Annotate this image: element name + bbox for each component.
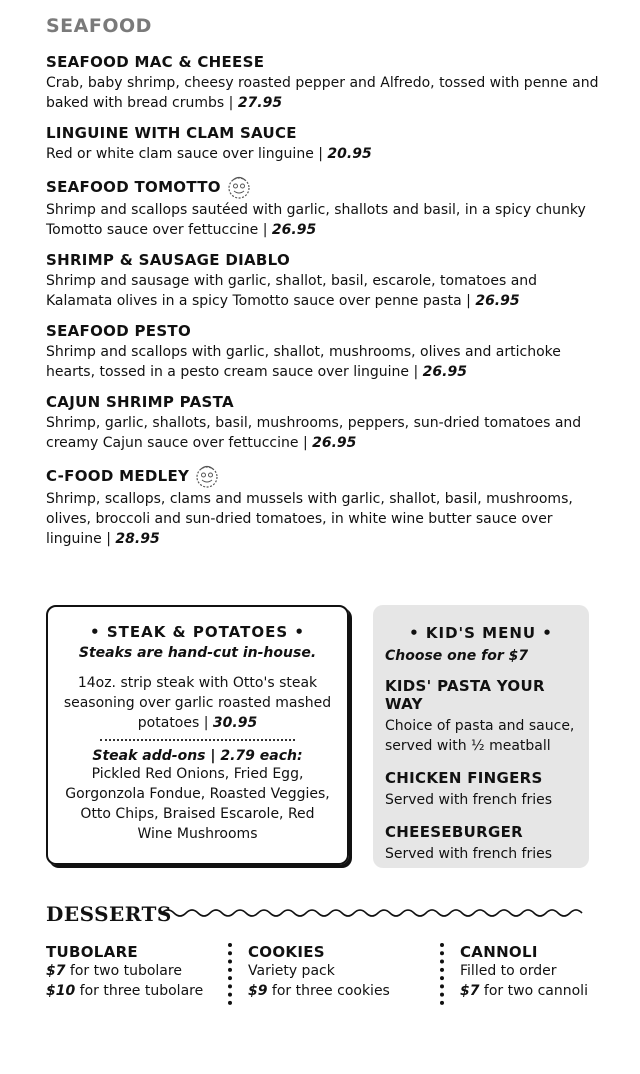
item-price: 28.95 xyxy=(115,531,160,547)
dessert-line: Variety pack xyxy=(248,963,335,979)
dessert-line: for two cannoli xyxy=(479,983,588,999)
kids-item-description: Choice of pasta and sauce, served with ½ meatball xyxy=(385,718,575,754)
item-description: Shrimp and sausage with garlic, shallot, basil, escarole, tomatoes and Kalamata olives in a spicy Tomotto sauce over penne pasta | xyxy=(46,273,538,309)
item-description: Shrimp, garlic, shallots, basil, mushrooms, peppers, sun-dried tomatoes and creamy Cajun sauce over fettuccine | xyxy=(46,415,582,451)
kids-item xyxy=(385,769,577,810)
addons-price: | 2.79 each: xyxy=(205,748,303,764)
dessert-item xyxy=(460,943,588,1001)
dessert-price: $7 xyxy=(460,983,480,999)
item-name: SHRIMP & SAUSAGE DIABLO xyxy=(46,251,291,269)
dessert-name: CANNOLI xyxy=(460,943,538,961)
menu-item xyxy=(46,463,606,549)
kids-item-name: KIDS' PASTA YOUR WAY xyxy=(385,677,545,713)
kids-item-name: CHEESEBURGER xyxy=(385,823,523,841)
menu-item xyxy=(46,174,606,240)
menu-item xyxy=(46,123,606,164)
item-description: Crab, baby shrimp, cheesy roasted pepper and Alfredo, tossed with penne and baked with bread crumbs | xyxy=(46,75,599,111)
item-price: 26.95 xyxy=(271,222,317,238)
dessert-price: $9 xyxy=(248,983,268,999)
dessert-price: $7 xyxy=(46,963,66,979)
kids-title: • KID'S MENU • xyxy=(409,624,553,642)
dessert-item xyxy=(248,943,390,1001)
item-price: 20.95 xyxy=(327,146,372,162)
addons-list: Pickled Red Onions, Fried Egg, Gorgonzola Fondue, Roasted Veggies, Otto Chips, Braised Escarole, Red Wine Mushrooms xyxy=(65,766,330,842)
otto-face-icon xyxy=(194,463,220,489)
item-description: Shrimp, scallops, clams and mussels with garlic, shallot, basil, mushrooms, olives, broccoli and sun-dried tomatoes, in white wine butter sauce over linguine | xyxy=(46,491,573,547)
steak-title: • STEAK & POTATOES • xyxy=(90,623,305,641)
item-price: 26.95 xyxy=(475,293,520,309)
dessert-name: COOKIES xyxy=(248,943,325,961)
item-name: SEAFOOD TOMOTTO xyxy=(46,177,221,196)
steak-description: 14oz. strip steak with Otto's steak seasoning over garlic roasted mashed potatoes | xyxy=(63,675,332,731)
dotted-divider xyxy=(100,739,295,741)
steak-potatoes-box xyxy=(46,605,349,865)
kids-item-description: Served with french fries xyxy=(385,846,553,862)
item-description: Shrimp and scallops sautéed with garlic, shallots and basil, in a spicy chunky Tomotto sauce over fettuccine | xyxy=(46,202,586,238)
kids-item-description: Served with french fries xyxy=(385,792,553,808)
item-price: 26.95 xyxy=(422,364,467,380)
item-name: LINGUINE WITH CLAM SAUCE xyxy=(46,124,297,142)
dessert-price: $10 xyxy=(46,983,76,999)
dessert-line: for three cookies xyxy=(267,983,390,999)
menu-item xyxy=(46,392,606,453)
item-price: 26.95 xyxy=(312,435,357,451)
dessert-line: for two tubolare xyxy=(65,963,182,979)
otto-face-icon xyxy=(226,174,252,200)
item-description: Shrimp and scallops with garlic, shallot, mushrooms, olives and artichoke hearts, tossed in a pesto cream sauce over linguine | xyxy=(46,344,561,380)
item-name: SEAFOOD PESTO xyxy=(46,322,192,340)
dessert-item xyxy=(46,943,203,1001)
dessert-line: Filled to order xyxy=(460,963,557,979)
addons-heading: Steak add-ons xyxy=(92,748,206,764)
kids-menu-box xyxy=(373,605,589,868)
menu-item xyxy=(46,52,606,113)
item-description: Red or white clam sauce over linguine | xyxy=(46,146,328,162)
kids-item-name: CHICKEN FINGERS xyxy=(385,769,543,787)
menu-item xyxy=(46,250,606,311)
dotted-column-divider xyxy=(440,943,448,1005)
steak-price: 30.95 xyxy=(212,715,258,731)
item-name: CAJUN SHRIMP PASTA xyxy=(46,393,234,411)
kids-item xyxy=(385,823,577,864)
seafood-items xyxy=(46,52,606,559)
steak-subtitle: Steaks are hand-cut in-house. xyxy=(78,645,317,661)
kids-subtitle: Choose one for $7 xyxy=(385,648,529,664)
item-name: SEAFOOD MAC & CHEESE xyxy=(46,53,265,71)
desserts-section-title: DESSERTS xyxy=(46,902,172,926)
item-name: C-FOOD MEDLEY xyxy=(46,466,190,485)
menu-item xyxy=(46,321,606,382)
kids-item xyxy=(385,677,577,756)
seafood-section-title: SEAFOOD xyxy=(46,15,152,37)
wave-divider xyxy=(162,906,590,920)
dessert-name: TUBOLARE xyxy=(46,943,138,961)
dessert-line: for three tubolare xyxy=(75,983,204,999)
dotted-column-divider xyxy=(228,943,236,1005)
item-price: 27.95 xyxy=(237,95,283,111)
